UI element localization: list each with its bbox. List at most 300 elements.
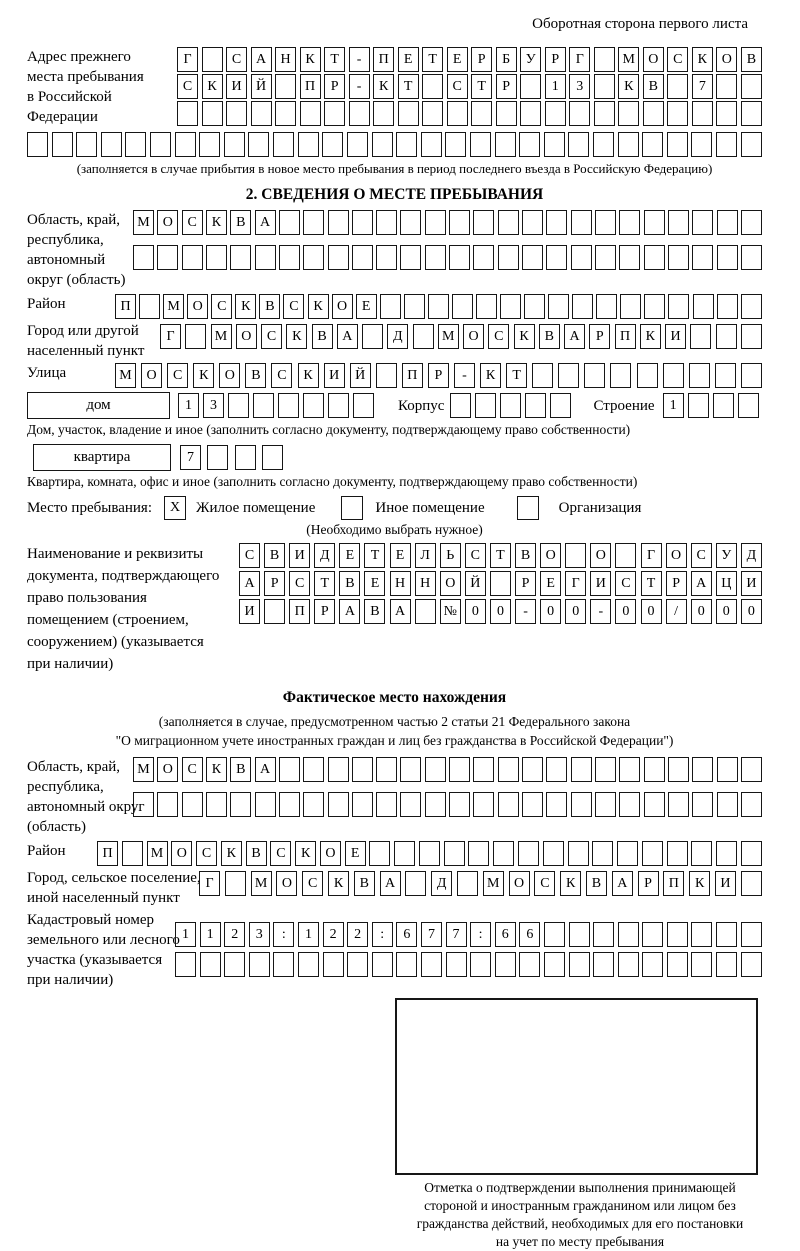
char-cell[interactable]: В <box>339 571 360 596</box>
char-cell[interactable] <box>122 841 143 866</box>
char-cell[interactable]: С <box>270 841 291 866</box>
char-cell[interactable] <box>595 792 616 817</box>
char-cell[interactable]: 0 <box>641 599 662 624</box>
char-cell[interactable] <box>27 132 48 157</box>
char-cell[interactable]: 1 <box>298 922 319 947</box>
char-cell[interactable] <box>692 101 713 126</box>
char-cell[interactable] <box>404 294 425 319</box>
char-cell[interactable] <box>101 132 122 157</box>
char-cell[interactable] <box>405 871 426 896</box>
char-cell[interactable] <box>741 871 762 896</box>
char-cell[interactable] <box>667 841 688 866</box>
char-cell[interactable]: К <box>308 294 329 319</box>
char-cell[interactable]: Е <box>390 543 411 568</box>
char-cell[interactable]: Е <box>447 47 468 72</box>
char-cell[interactable]: К <box>373 74 394 99</box>
char-cell[interactable]: 7 <box>446 922 467 947</box>
char-cell[interactable] <box>569 101 590 126</box>
char-cell[interactable] <box>572 294 593 319</box>
char-cell[interactable] <box>596 294 617 319</box>
char-cell[interactable]: П <box>97 841 118 866</box>
char-cell[interactable] <box>273 132 294 157</box>
char-cell[interactable] <box>279 210 300 235</box>
char-cell[interactable]: П <box>615 324 636 349</box>
char-cell[interactable]: О <box>540 543 561 568</box>
char-cell[interactable] <box>421 132 442 157</box>
char-cell[interactable] <box>644 757 665 782</box>
char-cell[interactable]: В <box>264 543 285 568</box>
char-cell[interactable] <box>522 210 543 235</box>
char-cell[interactable]: О <box>157 210 178 235</box>
char-cell[interactable] <box>248 132 269 157</box>
char-cell[interactable] <box>352 210 373 235</box>
char-cell[interactable]: 7 <box>180 445 201 470</box>
char-cell[interactable] <box>667 101 688 126</box>
char-cell[interactable]: Р <box>324 74 345 99</box>
char-cell[interactable] <box>668 210 689 235</box>
char-cell[interactable]: В <box>246 841 267 866</box>
char-cell[interactable]: 1 <box>663 393 684 418</box>
char-cell[interactable]: К <box>295 841 316 866</box>
char-cell[interactable] <box>717 757 738 782</box>
char-cell[interactable] <box>716 101 737 126</box>
char-cell[interactable]: М <box>147 841 168 866</box>
char-cell[interactable]: Т <box>364 543 385 568</box>
stay-type-checkbox-other[interactable] <box>341 496 363 520</box>
char-cell[interactable] <box>741 922 762 947</box>
char-cell[interactable] <box>500 393 521 418</box>
char-cell[interactable]: С <box>447 74 468 99</box>
char-cell[interactable]: Е <box>364 571 385 596</box>
char-cell[interactable]: П <box>115 294 136 319</box>
char-cell[interactable]: Н <box>390 571 411 596</box>
char-cell[interactable] <box>303 245 324 270</box>
char-cell[interactable]: О <box>276 871 297 896</box>
char-cell[interactable] <box>322 132 343 157</box>
char-cell[interactable] <box>376 245 397 270</box>
char-cell[interactable]: А <box>337 324 358 349</box>
char-cell[interactable] <box>593 952 614 977</box>
char-cell[interactable]: К <box>480 363 501 388</box>
char-cell[interactable]: И <box>590 571 611 596</box>
char-cell[interactable]: А <box>390 599 411 624</box>
char-cell[interactable] <box>449 757 470 782</box>
char-cell[interactable] <box>352 757 373 782</box>
char-cell[interactable]: И <box>239 599 260 624</box>
char-cell[interactable]: С <box>615 571 636 596</box>
char-cell[interactable]: О <box>236 324 257 349</box>
char-cell[interactable] <box>688 393 709 418</box>
char-cell[interactable]: И <box>665 324 686 349</box>
char-cell[interactable] <box>595 210 616 235</box>
char-cell[interactable]: 0 <box>465 599 486 624</box>
char-cell[interactable] <box>571 245 592 270</box>
char-cell[interactable] <box>253 393 274 418</box>
char-cell[interactable]: К <box>235 294 256 319</box>
char-cell[interactable] <box>715 363 736 388</box>
char-cell[interactable] <box>471 101 492 126</box>
char-cell[interactable] <box>618 101 639 126</box>
char-cell[interactable]: М <box>618 47 639 72</box>
char-cell[interactable]: В <box>539 324 560 349</box>
char-cell[interactable] <box>546 757 567 782</box>
char-cell[interactable]: К <box>328 871 349 896</box>
char-cell[interactable] <box>421 952 442 977</box>
char-cell[interactable] <box>230 792 251 817</box>
char-cell[interactable] <box>691 922 712 947</box>
char-cell[interactable]: В <box>230 757 251 782</box>
char-cell[interactable] <box>224 952 245 977</box>
char-cell[interactable]: 6 <box>396 922 417 947</box>
char-cell[interactable]: Н <box>275 47 296 72</box>
char-cell[interactable]: Т <box>471 74 492 99</box>
char-cell[interactable] <box>425 792 446 817</box>
char-cell[interactable]: В <box>259 294 280 319</box>
char-cell[interactable] <box>255 792 276 817</box>
char-cell[interactable]: О <box>440 571 461 596</box>
char-cell[interactable] <box>300 101 321 126</box>
char-cell[interactable] <box>595 245 616 270</box>
char-cell[interactable]: К <box>560 871 581 896</box>
char-cell[interactable]: И <box>741 571 762 596</box>
char-cell[interactable]: М <box>483 871 504 896</box>
char-cell[interactable]: К <box>206 757 227 782</box>
char-cell[interactable] <box>498 757 519 782</box>
char-cell[interactable]: С <box>211 294 232 319</box>
char-cell[interactable] <box>362 324 383 349</box>
char-cell[interactable] <box>668 294 689 319</box>
char-cell[interactable] <box>644 245 665 270</box>
char-cell[interactable]: Р <box>666 571 687 596</box>
char-cell[interactable] <box>546 245 567 270</box>
char-cell[interactable]: 2 <box>323 922 344 947</box>
char-cell[interactable] <box>177 101 198 126</box>
char-cell[interactable]: С <box>167 363 188 388</box>
char-cell[interactable]: 2 <box>224 922 245 947</box>
char-cell[interactable] <box>717 792 738 817</box>
char-cell[interactable]: - <box>454 363 475 388</box>
char-cell[interactable] <box>500 294 521 319</box>
char-cell[interactable] <box>525 393 546 418</box>
char-cell[interactable]: И <box>324 363 345 388</box>
char-cell[interactable] <box>207 445 228 470</box>
char-cell[interactable]: Е <box>540 571 561 596</box>
char-cell[interactable] <box>352 792 373 817</box>
char-cell[interactable]: 1 <box>178 393 199 418</box>
char-cell[interactable]: М <box>163 294 184 319</box>
char-cell[interactable] <box>546 210 567 235</box>
char-cell[interactable] <box>449 210 470 235</box>
char-cell[interactable]: С <box>691 543 712 568</box>
char-cell[interactable] <box>457 871 478 896</box>
char-cell[interactable] <box>396 952 417 977</box>
char-cell[interactable] <box>303 792 324 817</box>
char-cell[interactable] <box>328 757 349 782</box>
char-cell[interactable] <box>544 952 565 977</box>
char-cell[interactable] <box>691 952 712 977</box>
char-cell[interactable] <box>495 132 516 157</box>
char-cell[interactable] <box>619 792 640 817</box>
char-cell[interactable] <box>475 393 496 418</box>
char-cell[interactable] <box>692 757 713 782</box>
char-cell[interactable] <box>668 792 689 817</box>
char-cell[interactable] <box>328 792 349 817</box>
char-cell[interactable] <box>353 393 374 418</box>
char-cell[interactable] <box>592 841 613 866</box>
char-cell[interactable] <box>446 952 467 977</box>
char-cell[interactable]: К <box>618 74 639 99</box>
char-cell[interactable] <box>713 393 734 418</box>
char-cell[interactable] <box>594 74 615 99</box>
char-cell[interactable] <box>593 132 614 157</box>
char-cell[interactable] <box>493 841 514 866</box>
char-cell[interactable]: П <box>289 599 310 624</box>
char-cell[interactable] <box>445 132 466 157</box>
char-cell[interactable]: Р <box>496 74 517 99</box>
char-cell[interactable] <box>400 792 421 817</box>
char-cell[interactable]: Р <box>428 363 449 388</box>
char-cell[interactable]: У <box>520 47 541 72</box>
char-cell[interactable]: С <box>182 757 203 782</box>
char-cell[interactable]: 0 <box>741 599 762 624</box>
apartment-box[interactable]: квартира <box>33 444 171 471</box>
char-cell[interactable]: Е <box>345 841 366 866</box>
char-cell[interactable]: С <box>283 294 304 319</box>
char-cell[interactable]: В <box>586 871 607 896</box>
char-cell[interactable]: М <box>115 363 136 388</box>
char-cell[interactable] <box>717 210 738 235</box>
char-cell[interactable] <box>692 245 713 270</box>
char-cell[interactable] <box>425 210 446 235</box>
char-cell[interactable] <box>476 294 497 319</box>
char-cell[interactable] <box>544 922 565 947</box>
char-cell[interactable] <box>615 543 636 568</box>
char-cell[interactable]: Т <box>422 47 443 72</box>
char-cell[interactable] <box>618 132 639 157</box>
char-cell[interactable]: Й <box>251 74 272 99</box>
char-cell[interactable]: А <box>255 757 276 782</box>
char-cell[interactable] <box>565 543 586 568</box>
char-cell[interactable]: Т <box>506 363 527 388</box>
char-cell[interactable] <box>584 363 605 388</box>
char-cell[interactable] <box>643 101 664 126</box>
char-cell[interactable] <box>200 952 221 977</box>
char-cell[interactable] <box>496 101 517 126</box>
char-cell[interactable]: С <box>271 363 292 388</box>
char-cell[interactable]: С <box>465 543 486 568</box>
char-cell[interactable]: Г <box>569 47 590 72</box>
char-cell[interactable]: А <box>239 571 260 596</box>
char-cell[interactable]: О <box>643 47 664 72</box>
char-cell[interactable] <box>202 47 223 72</box>
char-cell[interactable]: Ц <box>716 571 737 596</box>
char-cell[interactable] <box>400 245 421 270</box>
char-cell[interactable]: И <box>289 543 310 568</box>
char-cell[interactable]: Р <box>638 871 659 896</box>
char-cell[interactable] <box>347 952 368 977</box>
char-cell[interactable] <box>373 101 394 126</box>
char-cell[interactable] <box>569 922 590 947</box>
char-cell[interactable] <box>400 757 421 782</box>
char-cell[interactable]: В <box>515 543 536 568</box>
char-cell[interactable] <box>376 210 397 235</box>
char-cell[interactable]: О <box>332 294 353 319</box>
char-cell[interactable] <box>498 210 519 235</box>
char-cell[interactable] <box>185 324 206 349</box>
char-cell[interactable] <box>692 210 713 235</box>
char-cell[interactable] <box>522 792 543 817</box>
char-cell[interactable] <box>422 74 443 99</box>
char-cell[interactable]: В <box>354 871 375 896</box>
char-cell[interactable]: Р <box>471 47 492 72</box>
char-cell[interactable]: Й <box>350 363 371 388</box>
char-cell[interactable] <box>396 132 417 157</box>
char-cell[interactable] <box>522 245 543 270</box>
char-cell[interactable]: : <box>372 922 393 947</box>
char-cell[interactable] <box>498 792 519 817</box>
char-cell[interactable]: С <box>226 47 247 72</box>
char-cell[interactable]: Р <box>515 571 536 596</box>
char-cell[interactable] <box>228 393 249 418</box>
char-cell[interactable]: К <box>689 871 710 896</box>
char-cell[interactable]: Р <box>314 599 335 624</box>
char-cell[interactable]: - <box>515 599 536 624</box>
char-cell[interactable] <box>279 792 300 817</box>
char-cell[interactable] <box>449 245 470 270</box>
char-cell[interactable] <box>618 952 639 977</box>
char-cell[interactable] <box>519 132 540 157</box>
char-cell[interactable] <box>224 132 245 157</box>
char-cell[interactable] <box>251 101 272 126</box>
char-cell[interactable]: С <box>182 210 203 235</box>
char-cell[interactable]: П <box>373 47 394 72</box>
char-cell[interactable]: М <box>438 324 459 349</box>
stay-type-checkbox-residential[interactable]: X <box>164 496 186 520</box>
char-cell[interactable]: Г <box>641 543 662 568</box>
char-cell[interactable] <box>716 132 737 157</box>
char-cell[interactable]: : <box>273 922 294 947</box>
char-cell[interactable] <box>473 757 494 782</box>
char-cell[interactable] <box>594 101 615 126</box>
char-cell[interactable] <box>473 245 494 270</box>
char-cell[interactable] <box>352 245 373 270</box>
char-cell[interactable]: 6 <box>519 922 540 947</box>
char-cell[interactable] <box>175 952 196 977</box>
char-cell[interactable] <box>518 841 539 866</box>
char-cell[interactable]: Т <box>641 571 662 596</box>
char-cell[interactable]: О <box>141 363 162 388</box>
char-cell[interactable] <box>349 101 370 126</box>
char-cell[interactable] <box>262 445 283 470</box>
char-cell[interactable] <box>199 132 220 157</box>
char-cell[interactable] <box>693 294 714 319</box>
char-cell[interactable] <box>617 841 638 866</box>
char-cell[interactable]: К <box>300 47 321 72</box>
char-cell[interactable] <box>206 245 227 270</box>
char-cell[interactable]: 1 <box>200 922 221 947</box>
char-cell[interactable] <box>741 294 762 319</box>
char-cell[interactable]: Г <box>199 871 220 896</box>
char-cell[interactable]: Б <box>496 47 517 72</box>
char-cell[interactable] <box>568 132 589 157</box>
char-cell[interactable]: 0 <box>691 599 712 624</box>
char-cell[interactable] <box>691 132 712 157</box>
char-cell[interactable]: 0 <box>716 599 737 624</box>
char-cell[interactable] <box>182 792 203 817</box>
char-cell[interactable]: М <box>211 324 232 349</box>
char-cell[interactable]: О <box>666 543 687 568</box>
char-cell[interactable] <box>546 792 567 817</box>
char-cell[interactable] <box>618 922 639 947</box>
char-cell[interactable] <box>668 245 689 270</box>
char-cell[interactable]: К <box>692 47 713 72</box>
house-box[interactable]: дом <box>27 392 170 419</box>
char-cell[interactable]: М <box>133 210 154 235</box>
char-cell[interactable]: Д <box>431 871 452 896</box>
char-cell[interactable]: О <box>590 543 611 568</box>
char-cell[interactable] <box>139 294 160 319</box>
char-cell[interactable] <box>545 101 566 126</box>
char-cell[interactable] <box>544 132 565 157</box>
char-cell[interactable]: А <box>564 324 585 349</box>
char-cell[interactable] <box>450 393 471 418</box>
char-cell[interactable]: Е <box>356 294 377 319</box>
char-cell[interactable]: А <box>251 47 272 72</box>
char-cell[interactable] <box>667 74 688 99</box>
char-cell[interactable] <box>717 245 738 270</box>
char-cell[interactable] <box>610 363 631 388</box>
char-cell[interactable] <box>619 757 640 782</box>
char-cell[interactable] <box>741 101 762 126</box>
char-cell[interactable] <box>298 132 319 157</box>
char-cell[interactable] <box>532 363 553 388</box>
char-cell[interactable] <box>468 841 489 866</box>
char-cell[interactable] <box>692 792 713 817</box>
char-cell[interactable] <box>644 294 665 319</box>
char-cell[interactable] <box>255 245 276 270</box>
char-cell[interactable]: Л <box>415 543 436 568</box>
char-cell[interactable] <box>543 841 564 866</box>
char-cell[interactable]: О <box>187 294 208 319</box>
char-cell[interactable] <box>425 245 446 270</box>
char-cell[interactable]: С <box>534 871 555 896</box>
char-cell[interactable]: А <box>380 871 401 896</box>
char-cell[interactable]: В <box>741 47 762 72</box>
char-cell[interactable] <box>157 245 178 270</box>
char-cell[interactable] <box>275 74 296 99</box>
char-cell[interactable] <box>716 324 737 349</box>
char-cell[interactable] <box>498 245 519 270</box>
char-cell[interactable] <box>202 101 223 126</box>
char-cell[interactable] <box>741 841 762 866</box>
char-cell[interactable] <box>668 757 689 782</box>
char-cell[interactable] <box>619 245 640 270</box>
char-cell[interactable] <box>495 952 516 977</box>
char-cell[interactable]: О <box>219 363 240 388</box>
char-cell[interactable] <box>400 210 421 235</box>
char-cell[interactable] <box>303 210 324 235</box>
char-cell[interactable] <box>593 922 614 947</box>
char-cell[interactable]: В <box>643 74 664 99</box>
char-cell[interactable] <box>444 841 465 866</box>
char-cell[interactable]: К <box>221 841 242 866</box>
char-cell[interactable] <box>520 101 541 126</box>
char-cell[interactable] <box>741 74 762 99</box>
char-cell[interactable] <box>376 363 397 388</box>
char-cell[interactable] <box>323 952 344 977</box>
char-cell[interactable]: К <box>193 363 214 388</box>
char-cell[interactable] <box>275 101 296 126</box>
